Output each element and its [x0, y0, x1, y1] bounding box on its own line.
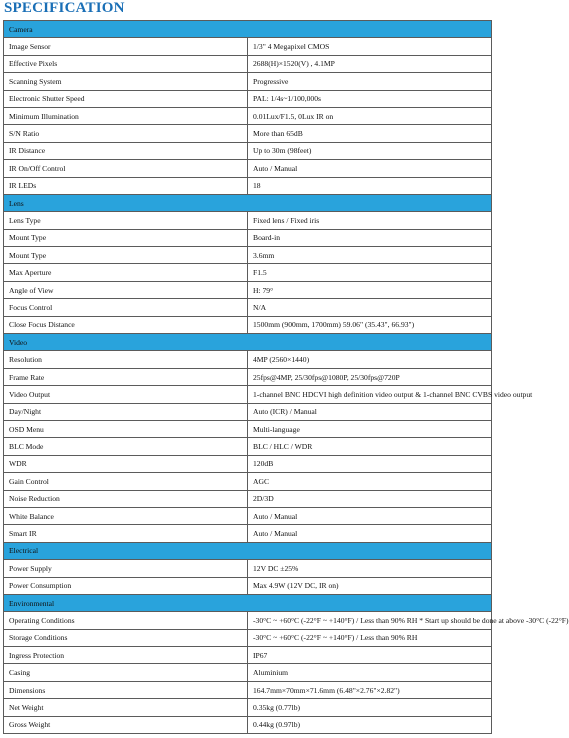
spec-label: IR LEDs [4, 177, 248, 194]
section-title: Environmental [4, 594, 492, 611]
section-header [4, 594, 492, 611]
section-header [4, 21, 492, 38]
spec-label: IR On/Off Control [4, 160, 248, 177]
spec-label: Video Output [4, 386, 248, 403]
spec-label: S/N Ratio [4, 125, 248, 142]
section-header [4, 334, 492, 351]
table-row [4, 716, 492, 733]
spec-label: IR Distance [4, 142, 248, 159]
spec-label: Gross Weight [4, 716, 248, 733]
spec-label: Max Aperture [4, 264, 248, 281]
spec-label: Gain Control [4, 473, 248, 490]
spec-value: 3.6mm [248, 247, 492, 264]
spec-label: Effective Pixels [4, 55, 248, 72]
table-row [4, 177, 492, 194]
page-title: SPECIFICATION [4, 0, 125, 16]
spec-value: -30°C ~ +60°C (-22°F ~ +140°F) / Less than 90% RH [248, 629, 492, 646]
section-header [4, 542, 492, 559]
table-row [4, 438, 492, 455]
section-title: Electrical [4, 542, 492, 559]
spec-value: Max 4.9W (12V DC, IR on) [248, 577, 492, 594]
specification-table [3, 20, 569, 734]
spec-value: 1500mm (900mm, 1700mm) 59.06" (35.43", 66.93") [248, 316, 492, 333]
spec-label: White Balance [4, 507, 248, 524]
spec-value: Auto / Manual [248, 525, 492, 542]
spec-value: Multi-language [248, 420, 492, 437]
table-row [4, 73, 492, 90]
specification-table-body [4, 21, 569, 734]
table-row [4, 473, 492, 490]
section-title: Lens [4, 194, 492, 211]
table-row [4, 490, 492, 507]
table-row [4, 160, 492, 177]
table-row [4, 142, 492, 159]
spec-value: 25fps@4MP, 25/30fps@1080P, 25/30fps@720P [248, 368, 492, 385]
spec-label: Angle of View [4, 281, 248, 298]
spec-label: Lens Type [4, 212, 248, 229]
table-row [4, 299, 492, 316]
spec-label: BLC Mode [4, 438, 248, 455]
spec-value: N/A [248, 299, 492, 316]
table-row [4, 55, 492, 72]
spec-value: 0.35kg (0.77lb) [248, 699, 492, 716]
table-row [4, 229, 492, 246]
table-row [4, 629, 492, 646]
section-title: Video [4, 334, 492, 351]
spec-value: Board-in [248, 229, 492, 246]
spec-value: 0.44kg (0.97lb) [248, 716, 492, 733]
spec-label: Power Consumption [4, 577, 248, 594]
spec-label: Casing [4, 664, 248, 681]
table-row [4, 577, 492, 594]
spec-value: Progressive [248, 73, 492, 90]
table-row [4, 560, 492, 577]
table-row [4, 612, 492, 629]
table-row [4, 507, 492, 524]
spec-value: 164.7mm×70mm×71.6mm (6.48"×2.76"×2.82") [248, 681, 492, 698]
table-row [4, 125, 492, 142]
spec-value: 1-channel BNC HDCVI high definition video output & 1-channel BNC CVBS video output [248, 386, 492, 403]
spec-label: Dimensions [4, 681, 248, 698]
table-row [4, 386, 492, 403]
spec-value: BLC / HLC / WDR [248, 438, 492, 455]
table-row [4, 455, 492, 472]
spec-label: Minimum Illumination [4, 107, 248, 124]
spec-label: Scanning System [4, 73, 248, 90]
table-row [4, 403, 492, 420]
spec-value: Fixed lens / Fixed iris [248, 212, 492, 229]
table-row [4, 420, 492, 437]
table-row [4, 212, 492, 229]
table-row [4, 525, 492, 542]
table-row [4, 368, 492, 385]
spec-label: Resolution [4, 351, 248, 368]
spec-label: Image Sensor [4, 38, 248, 55]
spec-value: 12V DC ±25% [248, 560, 492, 577]
spec-label: Focus Control [4, 299, 248, 316]
spec-value: More than 65dB [248, 125, 492, 142]
spec-label: Frame Rate [4, 368, 248, 385]
spec-label: Operating Conditions [4, 612, 248, 629]
spec-value: 4MP (2560×1440) [248, 351, 492, 368]
spec-value: H: 79° [248, 281, 492, 298]
table-row [4, 264, 492, 281]
spec-label: Mount Type [4, 229, 248, 246]
spec-value: AGC [248, 473, 492, 490]
spec-value: Up to 30m (98feet) [248, 142, 492, 159]
table-row [4, 281, 492, 298]
table-row [4, 647, 492, 664]
spec-label: Storage Conditions [4, 629, 248, 646]
spec-value: IP67 [248, 647, 492, 664]
spec-value: 0.01Lux/F1.5, 0Lux IR on [248, 107, 492, 124]
spec-label: Power Supply [4, 560, 248, 577]
spec-value: 2D/3D [248, 490, 492, 507]
spec-value: PAL: 1/4s~1/100,000s [248, 90, 492, 107]
spec-value: -30°C ~ +60°C (-22°F ~ +140°F) / Less than 90% RH * Start up should be done at above -30°C (-22°F) [248, 612, 492, 629]
spec-value: Auto / Manual [248, 507, 492, 524]
spec-value: 1/3" 4 Megapixel CMOS [248, 38, 492, 55]
spec-value: 18 [248, 177, 492, 194]
table-row [4, 90, 492, 107]
table-row [4, 38, 492, 55]
table-row [4, 699, 492, 716]
table-row [4, 681, 492, 698]
spec-label: Smart IR [4, 525, 248, 542]
spec-value: Auto / Manual [248, 160, 492, 177]
spec-value: Auto (ICR) / Manual [248, 403, 492, 420]
table-row [4, 107, 492, 124]
section-title: Camera [4, 21, 492, 38]
spec-value: 2688(H)×1520(V) , 4.1MP [248, 55, 492, 72]
table-row [4, 351, 492, 368]
spec-label: Day/Night [4, 403, 248, 420]
table-row [4, 664, 492, 681]
spec-value: F1.5 [248, 264, 492, 281]
table-row [4, 247, 492, 264]
spec-label: Net Weight [4, 699, 248, 716]
spec-label: Electronic Shutter Speed [4, 90, 248, 107]
spec-value: Aluminium [248, 664, 492, 681]
spec-label: Ingress Protection [4, 647, 248, 664]
table-row [4, 316, 492, 333]
spec-label: WDR [4, 455, 248, 472]
spec-label: OSD Menu [4, 420, 248, 437]
spec-label: Noise Reduction [4, 490, 248, 507]
spec-label: Close Focus Distance [4, 316, 248, 333]
spec-label: Mount Type [4, 247, 248, 264]
section-header [4, 194, 492, 211]
spec-value: 120dB [248, 455, 492, 472]
